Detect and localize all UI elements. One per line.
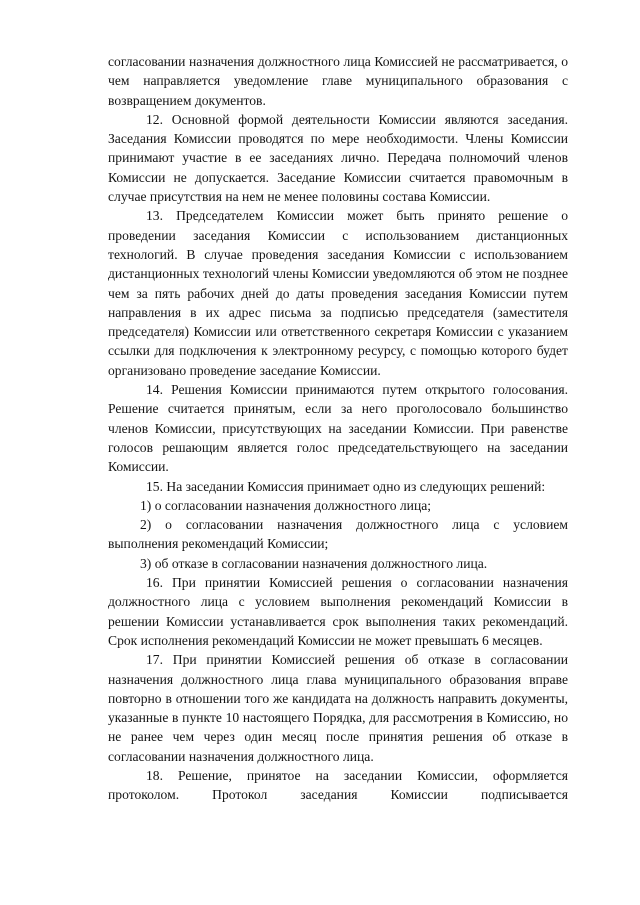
paragraph-17: 17. При принятии Комиссией решения об отказе в согласовании назначения должностного лица глава муниципального образования вправе повторно в отношении того же кандидата на должность направить документы, указанные в пункте 10 настоящего Порядка, для рассмотрения в Комиссию, но не ранее чем через один месяц после принятия решения об отказе в согласовании назначения должностного лица.: [108, 652, 568, 764]
paragraph-continuation: согласовании назначения должностного лица Комиссией не рассматривается, о чем направляется уведомление главе муниципального образования с возвращением документов.: [108, 54, 568, 108]
paragraph-12: 12. Основной формой деятельности Комиссии являются заседания. Заседания Комиссии проводятся по мере необходимости. Члены Комиссии принимают участие в ее заседаниях лично. Передача полномочий членов Комиссии не допускается. Заседание Комиссии считается правомочным в случае присутствия на нем не менее половины состава Комиссии.: [108, 111, 568, 205]
paragraph-13: 13. Председателем Комиссии может быть принято решение о проведении заседания Комиссии с использованием дистанционных технологий. В случае проведения заседания Комиссии с использованием дистанционных технологий члены Комиссии уведомляются об этом не позднее чем за пять рабочих дней до даты проведения заседания Комиссии путем направления в их адрес письма за подписью председателя (заместителя председателя) Комиссии или ответственного секретаря Комиссии с указанием ссылки для подключения к электронному ресурсу, с помощью которого будет организовано проведение заседание Комиссии.: [108, 208, 568, 378]
document-body: [108, 52, 568, 805]
paragraph-15: 15. На заседании Комиссия принимает одно из следующих решений:: [146, 478, 546, 494]
paragraph-18: 18. Решение, принятое на заседании Комиссии, оформляется протоколом. Протокол заседания Комиссии подписывается: [108, 767, 568, 803]
list-item-2: 2) о согласовании назначения должностного лица с условием выполнения рекомендаций Комиссии;: [108, 517, 568, 552]
paragraph-14: 14. Решения Комиссии принимаются путем открытого голосования. Решение считается принятым, если за него проголосовало большинство членов Комиссии, присутствующих на заседании Комиссии. При равенстве голосов решающим является голос председательствующего на заседании Комиссии.: [108, 382, 568, 475]
paragraph-16: 16. При принятии Комиссией решения о согласовании назначения должностного лица с условием выполнения рекомендаций Комиссии в решении Комиссии устанавливается срок выполнения таких рекомендаций. Срок исполнения рекомендаций Комиссии не может превышать 6 месяцев.: [108, 575, 568, 648]
list-item-3: 3) об отказе в согласовании назначения должностного лица.: [140, 555, 488, 571]
list-item-1: 1) о согласовании назначения должностного лица;: [140, 497, 432, 513]
